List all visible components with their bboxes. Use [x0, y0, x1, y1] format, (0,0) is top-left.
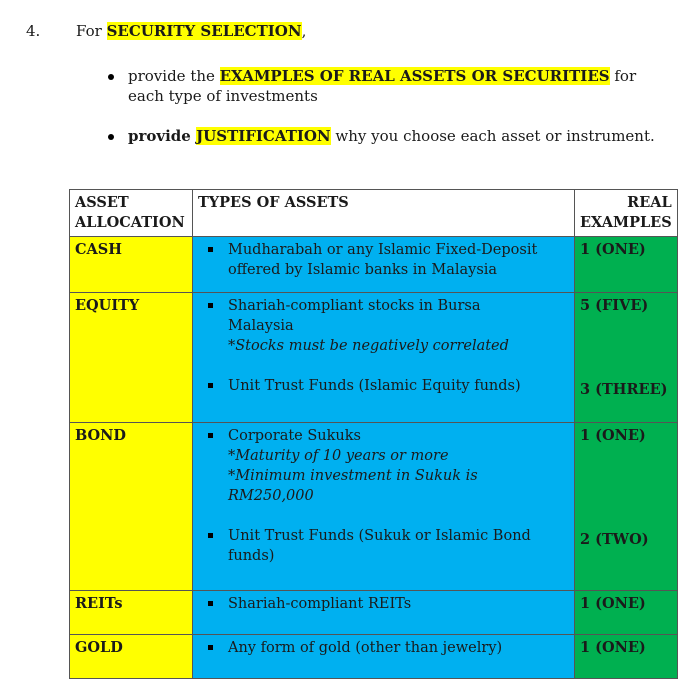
table-row-equity	[70, 293, 678, 423]
square-bullet-icon	[208, 601, 213, 606]
bullet-dot-icon	[108, 134, 114, 140]
allocation-cell: EQUITY	[70, 293, 193, 423]
table-header-row	[70, 190, 678, 237]
allocation-cell: GOLD	[70, 635, 193, 679]
item-text: Mudharabah or any Islamic Fixed-Deposit offered by Islamic banks in Malaysia	[228, 242, 538, 278]
list-item	[198, 594, 569, 614]
square-bullet-icon	[208, 645, 213, 650]
instruction-suffix: why you choose each asset or instrument.	[330, 127, 655, 145]
instruction-text	[128, 126, 668, 146]
square-bullet-icon	[208, 383, 213, 388]
list-item	[198, 426, 569, 506]
item-note: *Minimum investment in Sukuk is RM250,000	[228, 468, 478, 504]
table-row-reits	[70, 591, 678, 635]
question-title-highlight: SECURITY SELECTION	[106, 22, 302, 40]
square-bullet-icon	[208, 303, 213, 308]
allocation-cell: REITs	[70, 591, 193, 635]
item-text: Corporate Sukuks	[228, 428, 361, 444]
types-cell	[193, 293, 575, 423]
types-cell	[193, 591, 575, 635]
example-value: 5 (FIVE)	[580, 297, 649, 314]
instruction-prefix: provide the	[128, 67, 220, 85]
allocation-cell: BOND	[70, 423, 193, 591]
types-cell	[193, 237, 575, 293]
list-item	[198, 376, 569, 396]
instruction-prefix: provide	[128, 127, 197, 145]
question-title-suffix: ,	[301, 22, 307, 40]
list-item	[198, 240, 569, 280]
list-item	[198, 526, 569, 566]
table-row-gold	[70, 635, 678, 679]
example-value: 2 (TWO)	[580, 531, 649, 548]
instruction-highlight: EXAMPLES OF REAL ASSETS OR SECURITIES	[219, 67, 610, 85]
square-bullet-icon	[208, 433, 213, 438]
question-number: 4.	[26, 22, 41, 40]
list-item	[198, 296, 569, 356]
examples-cell	[575, 293, 678, 423]
square-bullet-icon	[208, 533, 213, 538]
allocation-cell: CASH	[70, 237, 193, 293]
item-note: *Stocks must be negatively correlated	[228, 338, 509, 354]
instruction-highlight: JUSTIFICATION	[196, 127, 331, 145]
examples-cell: 1 (ONE)	[575, 591, 678, 635]
square-bullet-icon	[208, 247, 213, 252]
table-row-bond	[70, 423, 678, 591]
item-text: Shariah-compliant REITs	[228, 596, 412, 612]
example-value: 1 (ONE)	[580, 427, 646, 444]
item-text: Any form of gold (other than jewelry)	[228, 640, 503, 656]
instruction-suffix: for each type of investments	[128, 67, 637, 105]
examples-cell	[575, 423, 678, 591]
examples-cell: 1 (ONE)	[575, 635, 678, 679]
header-types-of-assets: TYPES OF ASSETS	[193, 190, 575, 237]
list-item	[198, 638, 569, 658]
table-row-cash	[70, 237, 678, 293]
question-title-prefix: For	[76, 22, 107, 40]
item-text: Shariah-compliant stocks in Bursa Malaysia	[228, 298, 481, 334]
header-asset-allocation: ASSET ALLOCATION	[70, 190, 193, 237]
security-selection-table	[69, 189, 678, 679]
item-text: Unit Trust Funds (Sukuk or Islamic Bond funds)	[228, 528, 531, 564]
types-cell	[193, 423, 575, 591]
question-title	[76, 22, 306, 40]
types-cell	[193, 635, 575, 679]
item-note: *Maturity of 10 years or more	[228, 448, 449, 464]
instruction-text	[128, 66, 648, 106]
examples-cell: 1 (ONE)	[575, 237, 678, 293]
header-real-examples: REAL EXAMPLES	[575, 190, 678, 237]
example-value: 3 (THREE)	[580, 381, 668, 398]
item-text: Unit Trust Funds (Islamic Equity funds)	[228, 378, 521, 394]
bullet-dot-icon	[108, 74, 114, 80]
